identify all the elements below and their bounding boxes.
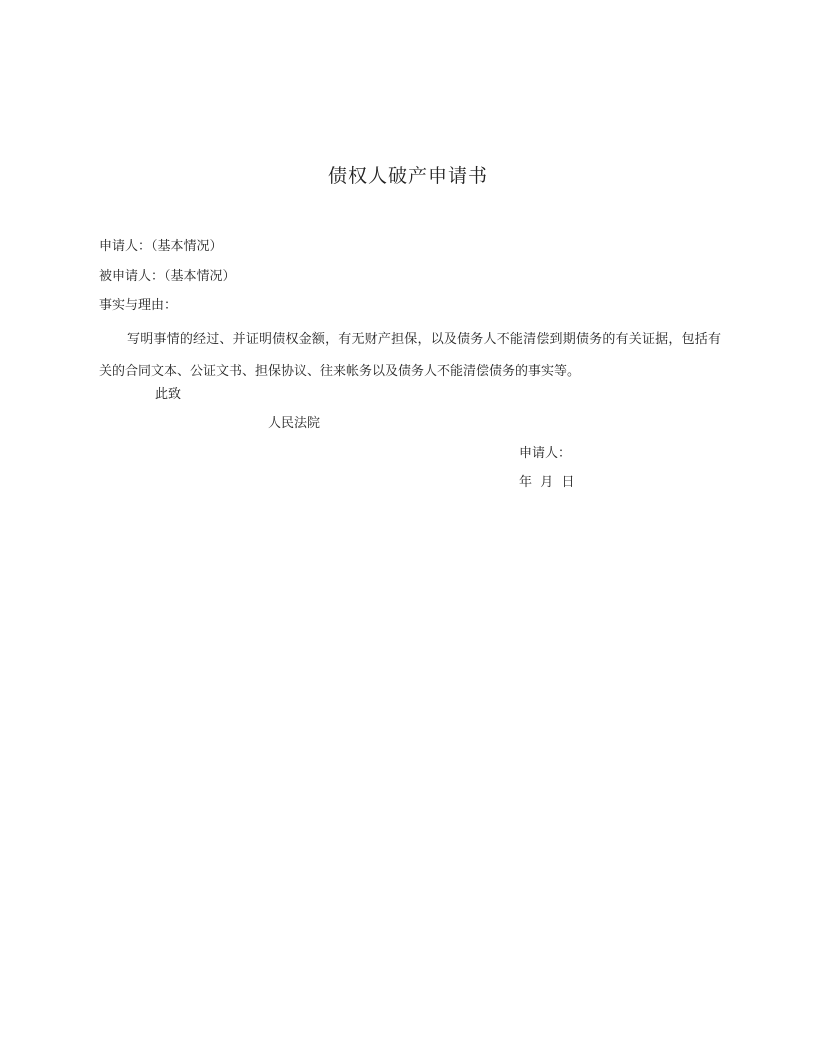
signature-label: 申请人： (519, 446, 572, 461)
salutation: 此致 (155, 387, 182, 402)
applicant-line: 申请人：（基本情况） (99, 239, 223, 254)
document-title: 债权人破产申请书 (327, 165, 488, 187)
facts-heading: 事实与理由： (99, 298, 178, 313)
facts-body: 写明事情的经过、并证明债权金额，有无财产担保，以及债务人不能清偿到期债务的有关证据，包括有关的合同文本、公证文书、担保协议、往来帐务以及债务人不能清偿债务的事实等。 (99, 332, 721, 379)
date-line: 年 月 日 (519, 475, 575, 490)
respondent-line: 被申请人：（基本情况） (99, 269, 236, 284)
court-name: 人民法院 (268, 416, 321, 431)
